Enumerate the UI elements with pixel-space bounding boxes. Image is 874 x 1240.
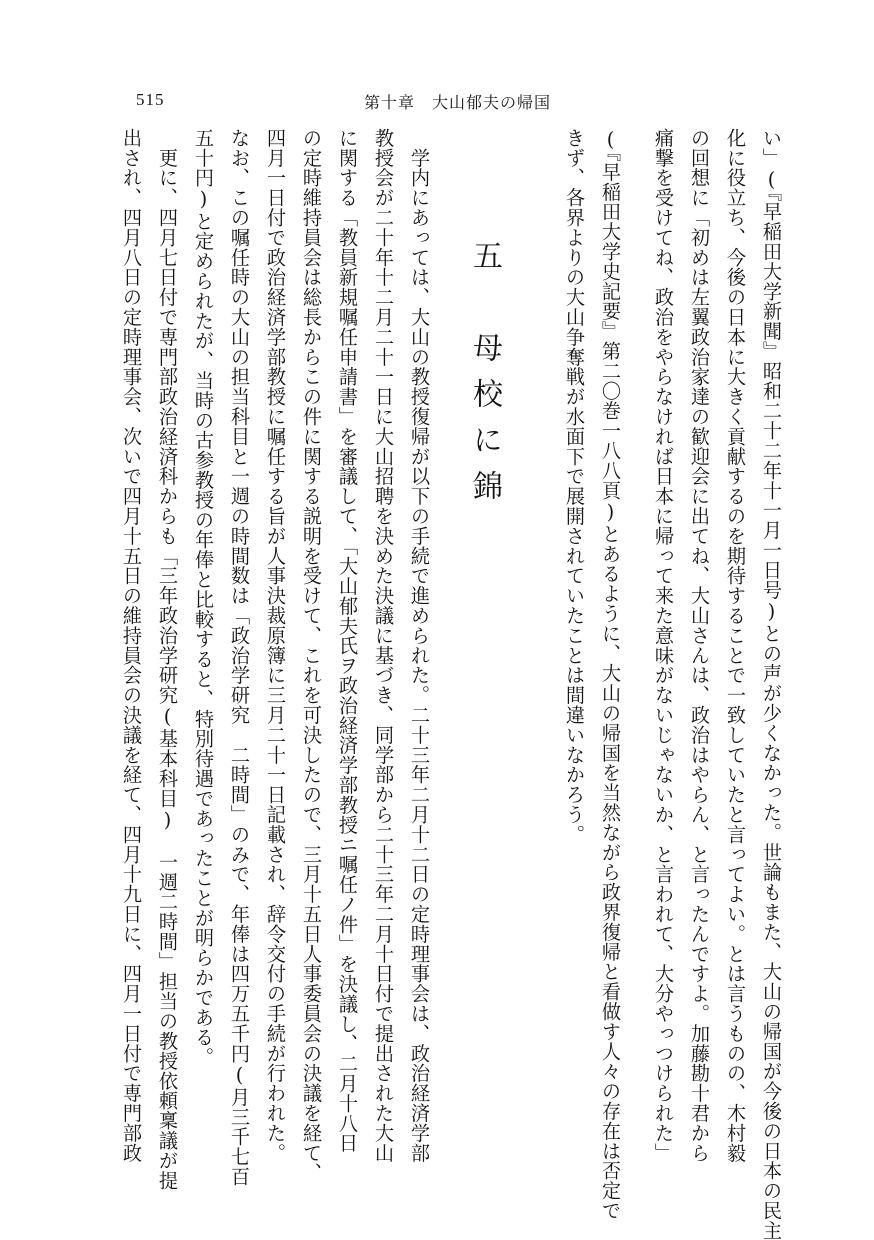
text-column: 痛撃を受けてね、政治をやらなければ日本に帰って来た意味がないじゃないか、と言われて、大分やっつけられた」	[652, 128, 675, 1163]
text-column: 化に役立ち、今後の日本に大きく貢献するのを期待することで一致していたと言ってよい。とは言うものの、木村毅	[724, 128, 747, 1163]
section-heading: 五 母校に錦	[467, 240, 502, 516]
text-column: きず、各界よりの大山争奪戦が水面下で展開されていたことは間違いなかろう。	[563, 128, 586, 845]
text-column: 出され、四月八日の定時理事会、次いで四月十五日の維持員会の決議を経て、四月十九日に、四月一日付で専門部政	[120, 128, 143, 1163]
text-column: 更に、四月七日付で専門部政治経済科からも「三年政治学研究(基本科目) 一週二時間」担当の教授依頼稟議が提	[156, 128, 179, 1191]
chapter-title: 第十章 大山郁夫の帰国	[364, 93, 552, 112]
text-column: 教授会が二十年十二月二十一日に大山招聘を決めた決議に基づき、同学部から二十三年二月十日付で提出された大山	[372, 128, 395, 1163]
text-column: なお、この嘱任時の大山の担当科目と一週の時間数は「政治学研究 二時間」のみで、年俸は四万五千円(月三千七百	[228, 128, 251, 1187]
page-number: 515	[136, 90, 165, 109]
text-column: の定時維持員会は総長からこの件に関する説明を受けて、これを可決したので、三月十五日人事委員会の決議を経て、	[300, 128, 323, 1183]
text-column: に関する「教員新規嘱任申請書」を審議して、「大山郁夫氏ヲ政治経済学部教授ニ嘱任ノ件」を決議し、二月十八日	[336, 128, 359, 1154]
running-head	[0, 90, 874, 120]
text-column: 学内にあっては、大山の教授復帰が以下の手続で進められた。二十三年二月十二日の定時理事会は、政治経済学部	[408, 128, 431, 1163]
text-column: 四月一日付で政治経済学部教授に嘱任する旨が人事決裁原簿に三月二十一日記載され、辞令交付の手続が行われた。	[264, 128, 287, 1163]
text-column: 五十円)と定められたが、当時の古参教授の年俸と比較すると、特別待遇であったことが明らかである。	[192, 128, 215, 1068]
text-column: い」(『早稲田大学新聞』昭和二十二年十一月一日号)との声が少くなかった。世論もまた、大山の帰国が今後の日本の民主	[760, 128, 783, 1240]
text-column: の回想に「初めは左翼政治家達の歓迎会に出てね、大山さんは、政治はやらん、と言ったんですよ。加藤勘十君から	[688, 128, 711, 1163]
text-column: (『早稲田大学史記要』第二〇巻一八八頁)とあるように、大山の帰国を当然ながら政界復帰と看做す人々の存在は否定で	[599, 128, 622, 1221]
